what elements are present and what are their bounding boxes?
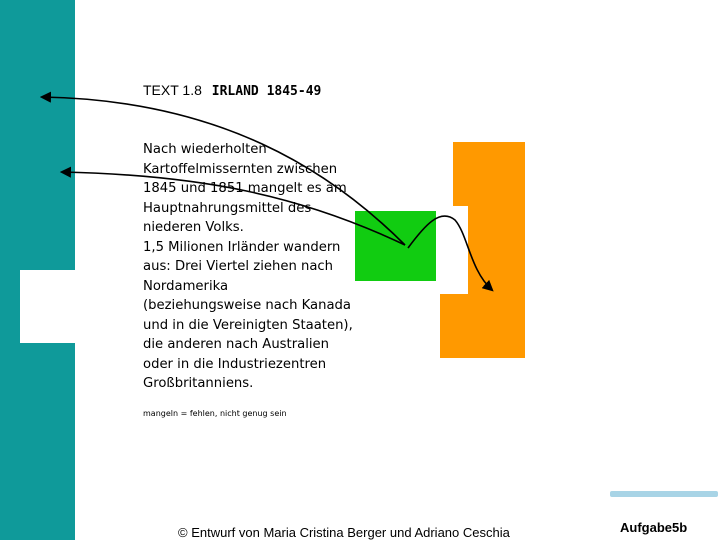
orange-shape-middle: [468, 206, 497, 294]
body-line: und in die Vereinigten Staaten),: [143, 317, 353, 333]
body-line: 1,5 Milionen Irländer wandern: [143, 239, 341, 255]
body-line: Kartoffelmissernten zwischen: [143, 161, 338, 177]
slide-nav-bar[interactable]: [610, 491, 718, 497]
body-line: die anderen nach Australien: [143, 337, 330, 352]
body-line: oder in die Industriezentren: [143, 356, 327, 372]
side-notch: [20, 270, 75, 343]
page-title: [143, 82, 321, 99]
title-main: IRLAND 1845-49: [211, 84, 322, 99]
orange-shape-top: [453, 142, 497, 206]
body-line: Hauptnahrungsmittel des: [143, 200, 312, 216]
body-line: Großbritanniens.: [143, 376, 254, 391]
title-prefix: TEXT 1.8: [143, 82, 202, 98]
body-text: [143, 140, 373, 394]
green-box: [355, 211, 436, 281]
orange-shape-bottom: [440, 294, 525, 358]
body-line: Nordamerika: [143, 278, 229, 294]
copyright-text: © Entwurf von Maria Cristina Berger und Adriano Ceschia: [178, 525, 510, 540]
body-line: aus: Drei Viertel ziehen nach: [143, 259, 334, 274]
vocabulary-footnote: mangeln = fehlen, nicht genug sein: [143, 409, 287, 418]
body-line: (beziehungsweise nach Kanada: [143, 298, 352, 313]
body-line: Nach wiederholten: [143, 142, 267, 157]
body-line: niederen Volks.: [143, 220, 244, 235]
orange-shape-right: [497, 142, 525, 294]
task-label: Aufgabe5b: [620, 520, 688, 535]
body-line: 1845 und 1851 mangelt es am: [143, 181, 347, 196]
